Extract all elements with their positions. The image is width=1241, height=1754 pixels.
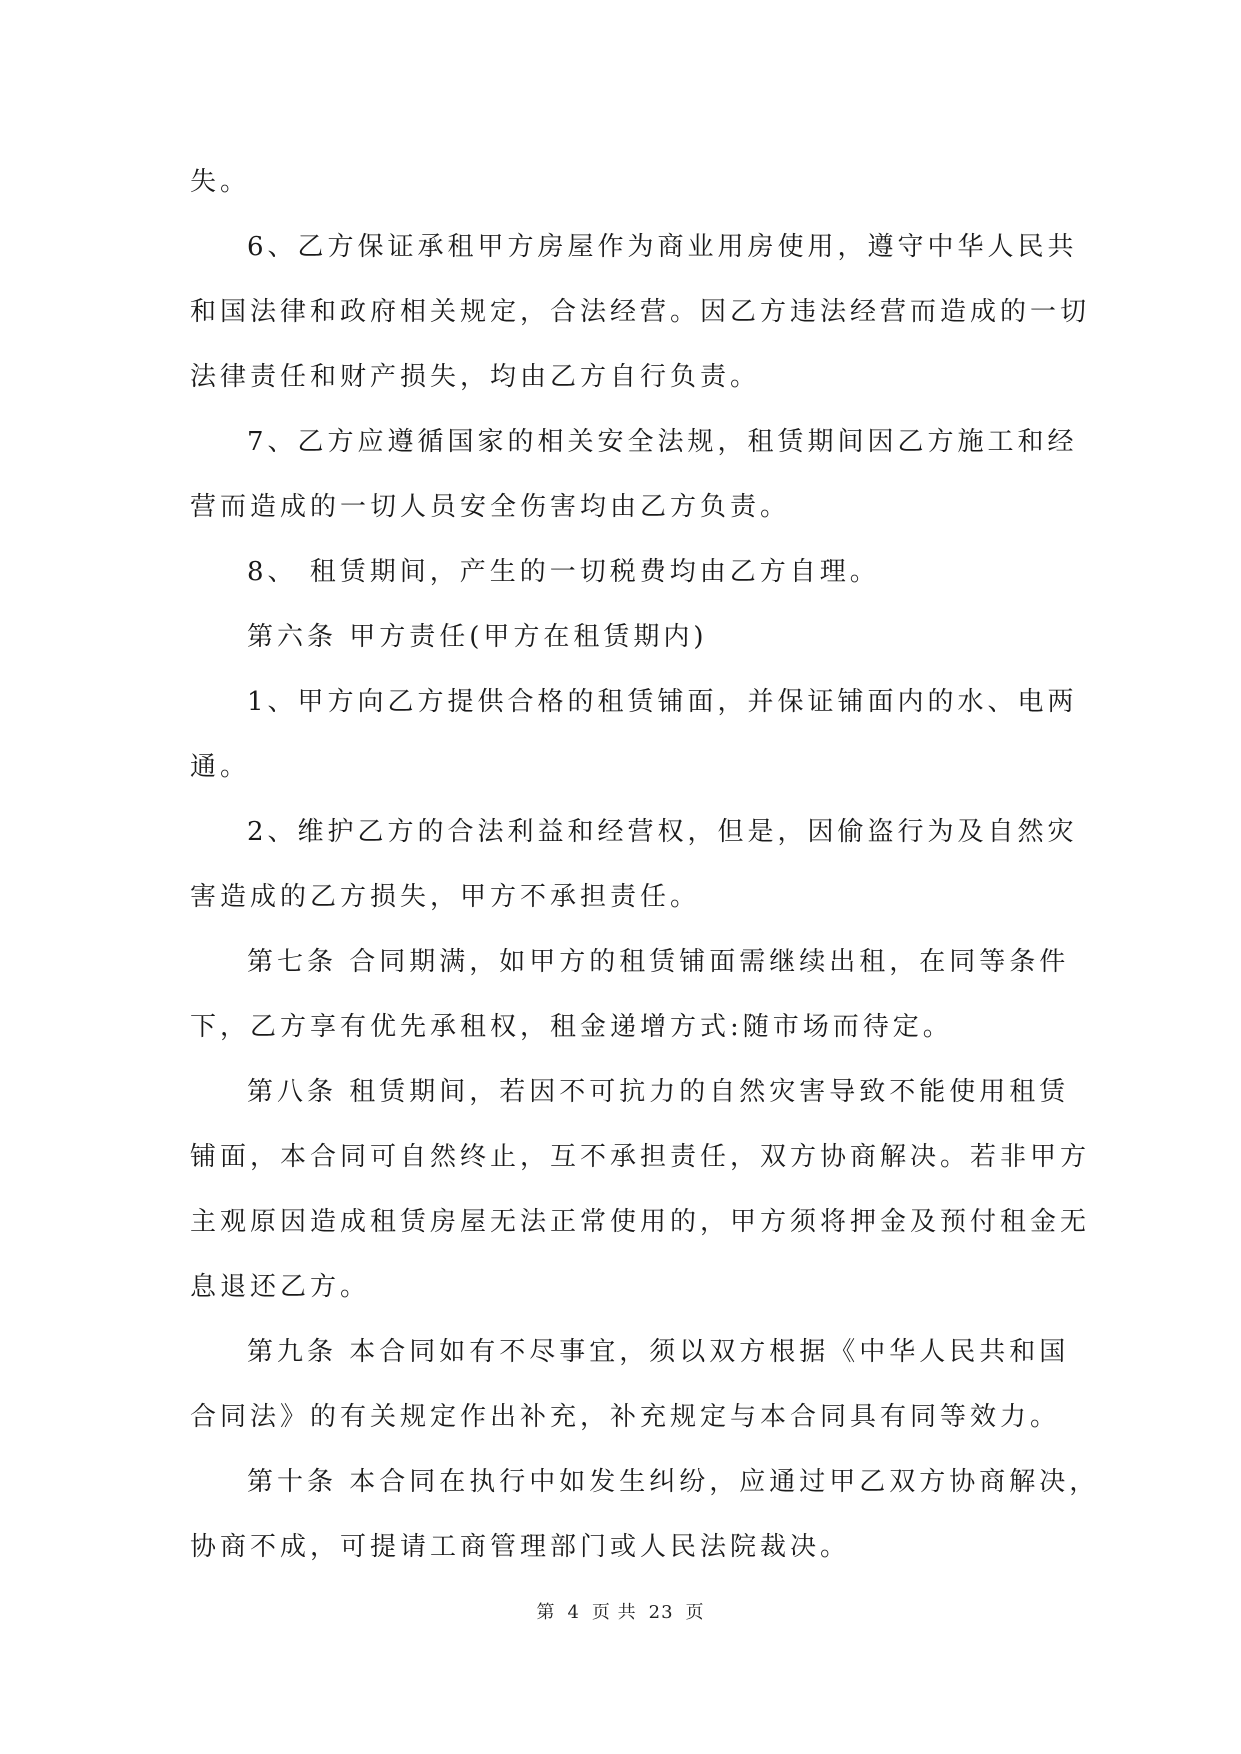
footer-total-pages: 23 [648, 1602, 674, 1623]
footer-suffix: 页 [685, 1602, 705, 1623]
footer-page-number: 4 [567, 1602, 580, 1623]
text-line: 息退还乙方。 [190, 1272, 371, 1302]
text-line: 第八条 租赁期间，若因不可抗力的自然灾害导致不能使用租赁 [247, 1077, 1070, 1107]
text-line: 铺面，本合同可自然终止，互不承担责任，双方协商解决。若非甲方 [190, 1142, 1091, 1172]
text-line: 7、乙方应遵循国家的相关安全法规，租赁期间因乙方施工和经 [247, 427, 1078, 457]
text-line: 第六条 甲方责任(甲方在租赁期内) [247, 622, 708, 652]
text-line: 第七条 合同期满，如甲方的租赁铺面需继续出租，在同等条件 [247, 947, 1070, 977]
text-line: 法律责任和财产损失，均由乙方自行负责。 [190, 362, 761, 392]
text-line: 下，乙方享有优先承租权，租金递增方式:随市场而待定。 [190, 1012, 953, 1042]
text-line: 通。 [190, 752, 251, 782]
text-line: 合同法》的有关规定作出补充，补充规定与本合同具有同等效力。 [190, 1402, 1061, 1432]
text-line: 主观原因造成租赁房屋无法正常使用的，甲方须将押金及预付租金无 [190, 1207, 1091, 1237]
text-line: 和国法律和政府相关规定，合法经营。因乙方违法经营而造成的一切 [190, 297, 1091, 327]
page-footer [0, 1598, 1241, 1624]
text-line: 2、维护乙方的合法利益和经营权，但是，因偷盗行为及自然灾 [247, 817, 1078, 847]
text-line: 第十条 本合同在执行中如发生纠纷，应通过甲乙双方协商解决， [247, 1467, 1100, 1497]
text-line: 8、 租赁期间，产生的一切税费均由乙方自理。 [247, 557, 880, 587]
text-line: 失。 [190, 167, 251, 197]
text-line: 害造成的乙方损失，甲方不承担责任。 [190, 882, 701, 912]
text-line: 营而造成的一切人员安全伤害均由乙方负责。 [190, 492, 791, 522]
text-line: 第九条 本合同如有不尽事宜，须以双方根据《中华人民共和国 [247, 1337, 1070, 1367]
text-line: 协商不成，可提请工商管理部门或人民法院裁决。 [190, 1532, 851, 1562]
footer-middle: 页 共 [591, 1602, 637, 1623]
document-body [190, 150, 1100, 1580]
text-line: 1、甲方向乙方提供合格的租赁铺面，并保证铺面内的水、电两 [247, 687, 1078, 717]
text-line: 6、乙方保证承租甲方房屋作为商业用房使用，遵守中华人民共 [247, 232, 1078, 262]
footer-prefix: 第 [536, 1602, 556, 1623]
